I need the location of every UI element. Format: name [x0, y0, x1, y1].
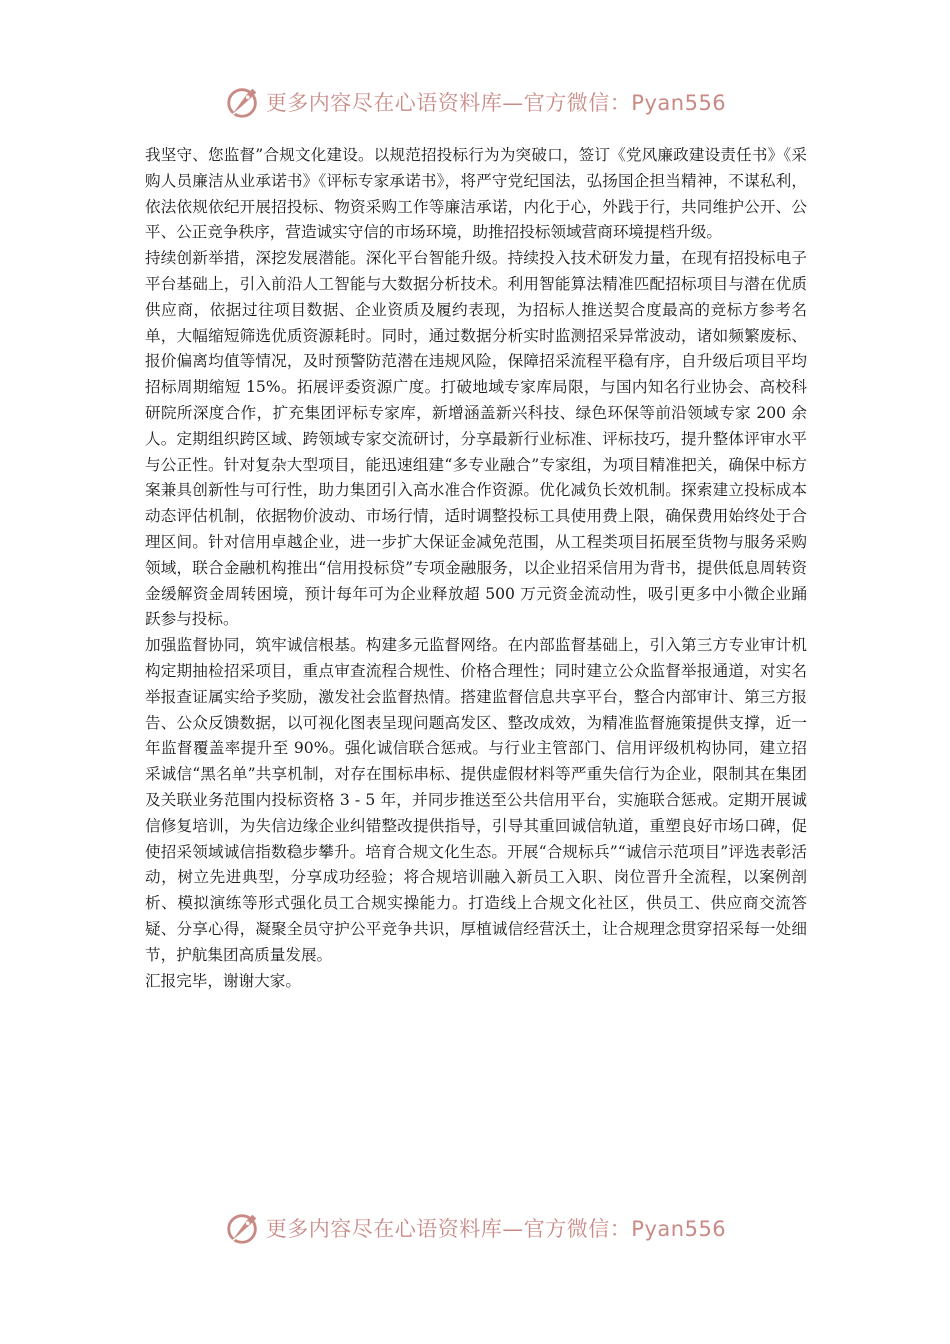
- document-body: [145, 143, 807, 994]
- pen-nib-logo-icon: [224, 1209, 262, 1247]
- watermark-text: 更多内容尽在心语资料库—官方微信：Pyan556: [265, 91, 727, 115]
- pen-nib-logo-icon: [224, 83, 262, 121]
- header-watermark: [0, 82, 950, 122]
- footer-watermark: [0, 1208, 950, 1248]
- paragraph: 持续创新举措，深挖发展潜能。深化平台智能升级。持续投入技术研发力量，在现有招投标电子平台基础上，引入前沿人工智能与大数据分析技术。利用智能算法精准匹配招标项目与潜在优质供应商，依据过往项目数据、企业资质及履约表现，为招标人推送契合度最高的竞标方参考名单，大幅缩短筛选优质资源耗时。同时，通过数据分析实时监测招采异常波动，诸如频繁废标、报价偏离均值等情况，及时预警防范潜在违规风险，保障招采流程平稳有序，自升级后项目平均招标周期缩短 15%。拓展评委资源广度。打破地域专家库局限，与国内知名行业协会、高校科研院所深度合作，扩充集团评标专家库，新增涵盖新兴科技、绿色环保等前沿领域专家 200 余人。定期组织跨区域、跨领域专家交流研讨，分享最新行业标准、评标技巧，提升整体评审水平与公正性。针对复杂大型项目，能迅速组建“多专业融合”专家组，为项目精准把关，确保中标方案兼具创新性与可行性，助力集团引入高水准合作资源。优化减负长效机制。探索建立投标成本动态评估机制，依据物价波动、市场行情，适时调整投标工具使用费上限，确保费用始终处于合理区间。针对信用卓越企业，进一步扩大保证金减免范围，从工程类项目拓展至货物与服务采购领域，联合金融机构推出“信用投标贷”专项金融服务，以企业招采信用为背书，提供低息周转资金缓解资金周转困境，预计每年可为企业释放超 500 万元资金流动性，吸引更多中小微企业踊跃参与投标。: [145, 249, 807, 629]
- watermark-text: 更多内容尽在心语资料库—官方微信：Pyan556: [265, 1217, 727, 1241]
- paragraph: 我坚守、您监督”合规文化建设。以规范招投标行为为突破口，签订《党风廉政建设责任书》《采购人员廉洁从业承诺书》《评标专家承诺书》，将严守党纪国法，弘扬国企担当精神，不谋私利，依法依规依纪开展招投标、物资采购工作等廉洁承诺，内化于心，外践于行，共同维护公开、公平、公正竞争秩序，营造诚实守信的市场环境，助推招投标领域营商环境提档升级。: [145, 146, 807, 242]
- paragraph: 加强监督协同，筑牢诚信根基。构建多元监督网络。在内部监督基础上，引入第三方专业审计机构定期抽检招采项目，重点审查流程合规性、价格合理性；同时建立公众监督举报通道，对实名举报查证属实给予奖励，激发社会监督热情。搭建监督信息共享平台，整合内部审计、第三方报告、公众反馈数据，以可视化图表呈现问题高发区、整改成效，为精准监督施策提供支撑，近一年监督覆盖率提升至 90%。强化诚信联合惩戒。与行业主管部门、信用评级机构协同，建立招采诚信“黑名单”共享机制，对存在围标串标、提供虚假材料等严重失信行为企业，限制其在集团及关联业务范围内投标资格 3 - 5 年，并同步推送至公共信用平台，实施联合惩戒。定期开展诚信修复培训，为失信边缘企业纠错整改提供指导，引导其重回诚信轨道，重塑良好市场口碑，促使招采领域诚信指数稳步攀升。培育合规文化生态。开展“合规标兵”“诚信示范项目”评选表彰活动，树立先进典型，分享成功经验；将合规培训融入新员工入职、岗位晋升全流程，以案例剖析、模拟演练等形式强化员工合规实操能力。打造线上合规文化社区，供员工、供应商交流答疑、分享心得，凝聚全员守护公平竞争共识，厚植诚信经营沃土，让合规理念贯穿招采每一处细节，护航集团高质量发展。: [145, 636, 807, 964]
- closing-paragraph: 汇报完毕，谢谢大家。: [145, 971, 301, 990]
